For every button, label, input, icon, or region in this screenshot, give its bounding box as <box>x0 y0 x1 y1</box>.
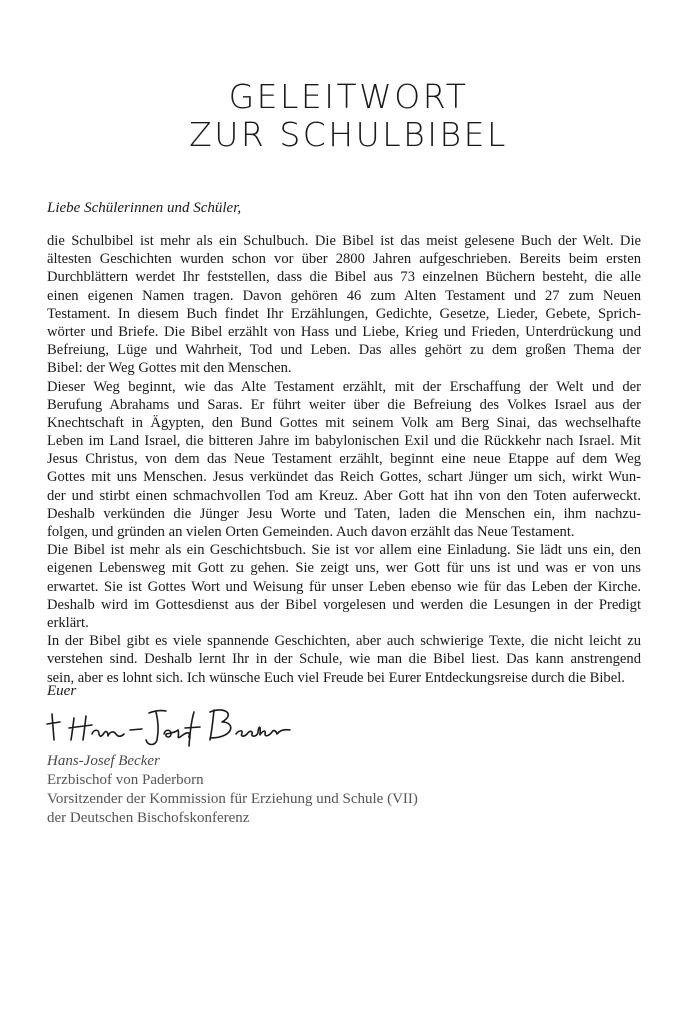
body-line: erklärt. <box>47 614 89 631</box>
body-line: Deshalb wird im Gottesdienst aus der Bibel vorgelesen und werden die Lesungen in der Predigt <box>47 596 641 613</box>
body-line: Die Bibel ist mehr als ein Geschichtsbuch. Sie ist vor allem eine Einladung. Sie lädt uns ein, den <box>47 542 641 559</box>
body-line: wörter und Briefe. Die Bibel erzählt von Hass und Liebe, Krieg und Frieden, Unterdrückung und <box>47 323 641 340</box>
body-line: Leben im Land Israel, die bitteren Jahre im babylonischen Exil und die Rückkehr nach Israel. Mit <box>47 433 641 450</box>
body-line: folgen, und gründen an vielen Orten Gemeinden. Auch davon erzählt das Neue Testament. <box>47 524 575 540</box>
signer-role: Erzbischof von Paderborn <box>47 772 204 788</box>
title-line-1: GELEITWORT <box>228 77 469 116</box>
signer-block <box>47 752 418 828</box>
body-line: eigenen Lebensweg mit Gott zu gehen. Sie zeigt uns, wer Gott für uns ist und was er von uns <box>47 560 641 577</box>
body-line: ältesten Geschichten wurden schon vor über 2800 Jahren aufgeschrieben. Bereits beim ersten <box>47 251 641 268</box>
salutation: Liebe Schülerinnen und Schüler, <box>47 200 242 216</box>
body-line: Dieser Weg beginnt, wie das Alte Testament erzählt, mit der Erschaffung der Welt und der <box>47 378 641 395</box>
body-line: Deshalb verkünden die Jünger Jesu Worte und Taten, laden die Menschen ein, ihm nachzu- <box>47 505 641 522</box>
page-title <box>0 78 697 154</box>
body-line: Befreiung, Lüge und Wahrheit, Tod und Leben. Das alles gehört zu dem großen Thema der <box>47 342 641 359</box>
body-line: die Schulbibel ist mehr als ein Schulbuch. Die Bibel ist das meist gelesene Buch der Welt. Die <box>47 233 641 249</box>
signer-position: Vorsitzender der Kommission für Erziehung und Schule (VII) <box>47 791 418 807</box>
body-line: einen eigenen Namen tragen. Davon gehören 46 zum Alten Testament und 27 zum Neuen <box>47 287 641 304</box>
body-line: Jesus Christus, von dem das Neue Testament erzählt, beginnt eine neue Etappe auf dem Weg <box>47 451 641 468</box>
title-line-2: ZUR SCHULBIBEL <box>189 115 508 154</box>
body-line: erwartet. Sie ist Gottes Wort und Weisung für unser Leben ebenso wie für das Leben der Kirche. <box>47 578 641 595</box>
closing-word: Euer <box>47 683 77 699</box>
body-line: Gottes mit uns Menschen. Jesus verkündet das Reich Gottes, schart Jünger um sich, wirkt Wun- <box>47 469 641 486</box>
body-line: Knechtschaft in Ägypten, den Bund Gottes mit seinem Volk am Berg Sinai, das wechselhafte <box>47 414 641 431</box>
body-line: Testament. In diesem Buch findet Ihr Erzählungen, Gedichte, Gesetze, Lieder, Gebete, Sprich- <box>47 305 641 322</box>
signer-name: Hans-Josef Becker <box>47 753 160 769</box>
body-line: Bibel: der Weg Gottes mit den Menschen. <box>47 360 292 377</box>
letter-body <box>47 232 641 687</box>
body-line: Berufung Abrahams und Saras. Er führt weiter über die Befreiung des Volkes Israel aus der <box>47 396 641 413</box>
body-line: verstehen sind. Deshalb lernt Ihr in der Schule, wie man die Bibel liest. Das kann anstrengend <box>47 651 641 668</box>
body-line: In der Bibel gibt es viele spannende Geschichten, aber auch schwierige Texte, die nicht leicht zu <box>47 633 641 650</box>
body-line: sein, aber es lohnt sich. Ich wünsche Euch viel Freude bei Eurer Entdeckungsreise durch die Bibel. <box>47 669 625 686</box>
body-line: Durchblättern werdet Ihr feststellen, dass die Bibel aus 73 einzelnen Büchern besteht, die alle <box>47 269 641 286</box>
signer-organization: der Deutschen Bischofskonferenz <box>47 810 250 826</box>
body-line: der und stirbt einen schmachvollen Tod am Kreuz. Aber Gott hat ihn von den Toten auferweckt. <box>47 487 641 504</box>
handwritten-signature <box>44 700 294 748</box>
